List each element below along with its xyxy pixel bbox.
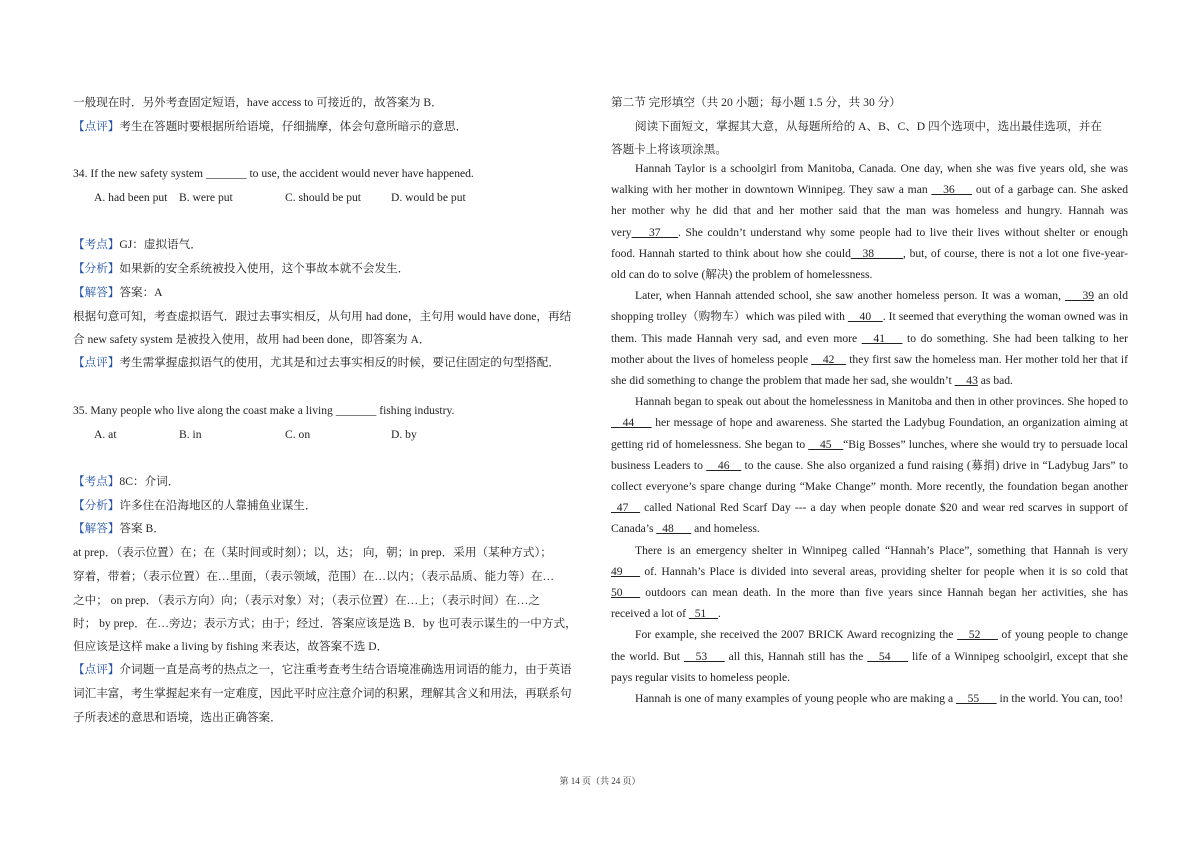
text-run: Hannah began to speak out about the homelessness in Manitoba and then in other provinces. She hoped to <box>635 395 1128 409</box>
fenxi-tag: 【分析】 <box>73 262 120 275</box>
q35-explain-line: at prep．（表示位置）在；在（某时间或时刻）；以，达； 向，朝；in prep．采用（某种方式）； <box>73 546 552 559</box>
q35-jieda <box>73 522 165 536</box>
blank-41: __41___ <box>861 331 903 345</box>
blank-53: __53___ <box>684 649 725 663</box>
comment-text: 考生在答题时要根据所给语境，仔细揣摩，体会句意所暗示的意思． <box>119 120 468 133</box>
text-run: “Big Bosses” lunches, where she would try to persuade local business Leaders to <box>611 437 1128 472</box>
blank-38: __38_____ <box>850 246 904 260</box>
q35-explain-line: 穿着，带着；（表示位置）在…里面，（表示领域，范围）在…以内；（表示品质、能力等）在… <box>73 570 555 583</box>
prev-comment <box>73 120 467 134</box>
blank-51: _51__ <box>688 607 718 621</box>
q34-dianping <box>73 356 560 370</box>
blank-54: __54___ <box>867 649 908 663</box>
text-run: an old shopping trolley（购物车）which was piled with <box>611 289 1128 324</box>
fenxi-text: 如果新的安全系统被投入使用，这个事故本就不会发生． <box>119 262 410 275</box>
cloze-paragraph <box>611 688 1128 709</box>
kaodian-text: GJ：虚拟语气． <box>119 238 202 251</box>
text-run: in the world. You can, too! <box>996 692 1124 706</box>
dianping-text: 考生需掌握虚拟语气的使用，尤其是和过去事实相反的时候，要记住固定的句型搭配． <box>119 356 560 369</box>
question-34-option-d: D. would be put <box>391 191 466 204</box>
cloze-paragraph <box>611 540 1128 625</box>
text-run: to do something. She had been talking to her mother about the lives of homeless people <box>611 331 1128 366</box>
dianping-tag: 【点评】 <box>73 663 120 676</box>
text-run: her message of hope and awareness. She started the Ladybug Foundation, an organization aiming at getting rid of homelessness. She began to <box>611 416 1128 451</box>
text-run: . <box>717 607 721 621</box>
q34-fenxi <box>73 262 409 276</box>
jieda-text: 答案：A <box>119 286 163 299</box>
question-35-stem: 35. Many people who live along the coast make a living _______ fishing industry. <box>73 404 455 417</box>
instruction-line-1: 阅读下面短文，掌握其大意，从每题所给的 A、B、C、D 四个选项中，选出最佳选项，并在 <box>635 120 1102 133</box>
question-35-option-d: D. by <box>391 428 417 441</box>
dianping-tag: 【点评】 <box>73 356 120 369</box>
text-run: out of a garbage can. She asked her mother why he did that and her mother said that the man was homeless and hungry. Hannah was very <box>611 183 1129 239</box>
text-run: Later, when Hannah attended school, she saw another homeless person. It was a woman, <box>635 289 1066 303</box>
blank-46: __46__ <box>706 458 742 472</box>
cloze-paragraph <box>611 285 1128 391</box>
cloze-passage <box>611 158 1128 709</box>
dianping-text: 介词题一直是高考的热点之一，它注重考查考生结合语境准确选用词语的能力，由于英语 <box>119 663 572 676</box>
question-35-option-a: A. at <box>94 428 117 441</box>
text-run: Hannah Taylor is a schoolgirl from Manitoba, Canada. One day, when she was five years old, she was walking with her mother in downtown Winnipeg. They saw a man <box>611 162 1128 197</box>
text-run: , but, of course, there is not a lot one five-year-old can do to solve (解决) the problem of homelessness. <box>611 246 1128 282</box>
page-number: 第 14 页（共 24 页） <box>559 776 641 786</box>
text-run: . It seemed that everything the woman owned was in them. This made Hannah very sad, and even more <box>611 310 1128 345</box>
text-run: all this, Hannah still has the <box>724 649 868 663</box>
blank-37: ___37___ <box>631 225 678 239</box>
question-35-option-c: C. on <box>285 428 311 441</box>
blank-43: __43 <box>954 374 978 388</box>
blank-44: __44___ <box>611 416 652 430</box>
q35-fenxi <box>73 499 317 513</box>
blank-40: __40__ <box>847 310 883 324</box>
text-run: they first saw the homeless man. Her mother told her that if she did something to change the problem that made her sad, she wouldn’t <box>611 352 1128 388</box>
question-34-option-b: B. were put <box>179 191 233 204</box>
jieda-tag: 【解答】 <box>73 522 120 535</box>
text-run: outdoors can mean death. In the more than five years since Hannah began her activities, she has received a lot of <box>611 586 1128 621</box>
q35-kaodian <box>73 475 179 489</box>
cloze-paragraph <box>611 391 1128 539</box>
blank-45: __45__ <box>808 437 844 451</box>
cloze-paragraph <box>611 158 1128 285</box>
jieda-text: 答案 B． <box>119 522 165 535</box>
instruction-line-2: 答题卡上将该项涂黑。 <box>611 143 727 156</box>
q34-explain-2: 合 new safety system 是被投入使用，故用 had been done，即答案为 A． <box>73 333 431 346</box>
blank-39: ___39 <box>1065 289 1095 303</box>
blank-47: _47__ <box>611 501 640 515</box>
text-run: There is an emergency shelter in Winnipeg called “Hannah’s Place”, something that Hannah is very <box>635 543 1128 557</box>
blank-52: __52___ <box>957 628 998 642</box>
question-35-option-b: B. in <box>179 428 202 441</box>
q35-explain-line: 时； by prep．在…旁边；表示方式；由于；经过．答案应该是选 B．by 也可表示谋生的一中方式， <box>73 617 577 630</box>
kaodian-text: 8C：介词． <box>119 475 180 488</box>
fenxi-tag: 【分析】 <box>73 499 120 512</box>
prev-answer-line: 一般现在时．另外考查固定短语，have access to 可接近的，故答案为 B． <box>73 96 443 109</box>
text-run: to the cause. She also organized a fund raising (募捐) drive in “Ladybug Jars” to collect everyone’s spare change during “Make Change” month. More recently, the foundation began another <box>611 458 1128 494</box>
q35-dianping-line: 词汇丰富，考生掌握起来有一定难度，因此平时应注意介词的积累，理解其含义和用法，再联系句 <box>73 687 572 700</box>
blank-36: __36___ <box>931 183 973 197</box>
kaodian-tag: 【考点】 <box>73 238 120 251</box>
q35-explain-line: 之中； on prep．（表示方向）向；（表示对象）对；（表示位置）在…上；（表示时间）在…之 <box>73 594 540 607</box>
text-run: and homeless. <box>691 522 760 536</box>
q35-dianping-line: 子所表述的意思和语境，选出正确答案． <box>73 711 282 724</box>
text-run: . She couldn’t understand why some people had to live their lives without shelter or enough food. Hannah started to think about how she could <box>611 225 1128 260</box>
comment-tag: 【点评】 <box>73 120 120 133</box>
text-run: of. Hannah’s Place is divided into several areas, providing shelter for people when it is so cold that <box>639 564 1128 578</box>
text-run: life of a Winnipeg schoolgirl, except that she pays regular visits to homeless people. <box>611 649 1128 684</box>
text-run: called National Red Scarf Day --- a day when people donate $20 and wear red scarves in support of Canada’s <box>611 501 1128 536</box>
jieda-tag: 【解答】 <box>73 286 120 299</box>
blank-48: _48___ <box>656 522 692 536</box>
q34-kaodian <box>73 238 202 252</box>
section-title: 第二节 完形填空（共 20 小题；每小题 1.5 分，共 30 分） <box>611 96 901 109</box>
kaodian-tag: 【考点】 <box>73 475 120 488</box>
blank-49: 49___ <box>611 564 640 578</box>
question-34-stem: 34. If the new safety system _______ to use, the accident would never have happened. <box>73 167 474 180</box>
q35-dianping <box>73 663 572 677</box>
text-run: as bad. <box>977 374 1013 388</box>
blank-55: __55___ <box>956 692 997 706</box>
question-34-option-c: C. should be put <box>285 191 362 204</box>
fenxi-text: 许多住在沿海地区的人靠捕鱼业谋生． <box>119 499 317 512</box>
question-34-option-a: A. had been put <box>94 191 168 204</box>
cloze-paragraph <box>611 624 1128 688</box>
text-run: For example, she received the 2007 BRICK Award recognizing the <box>635 628 958 642</box>
q34-jieda <box>73 286 163 300</box>
blank-42: __42__ <box>811 352 847 366</box>
blank-50: 50___ <box>611 586 640 600</box>
q34-explain-1: 根据句意可知，考查虚拟语气．跟过去事实相反，从句用 had done，主句用 would have done，再结 <box>73 310 572 323</box>
q35-explain-line: 但应该是这样 make a living by fishing 来表达，故答案不选 D． <box>73 640 389 653</box>
text-run: Hannah is one of many examples of young people who are making a <box>635 692 956 706</box>
text-run: of young people to change the world. But <box>611 628 1128 663</box>
